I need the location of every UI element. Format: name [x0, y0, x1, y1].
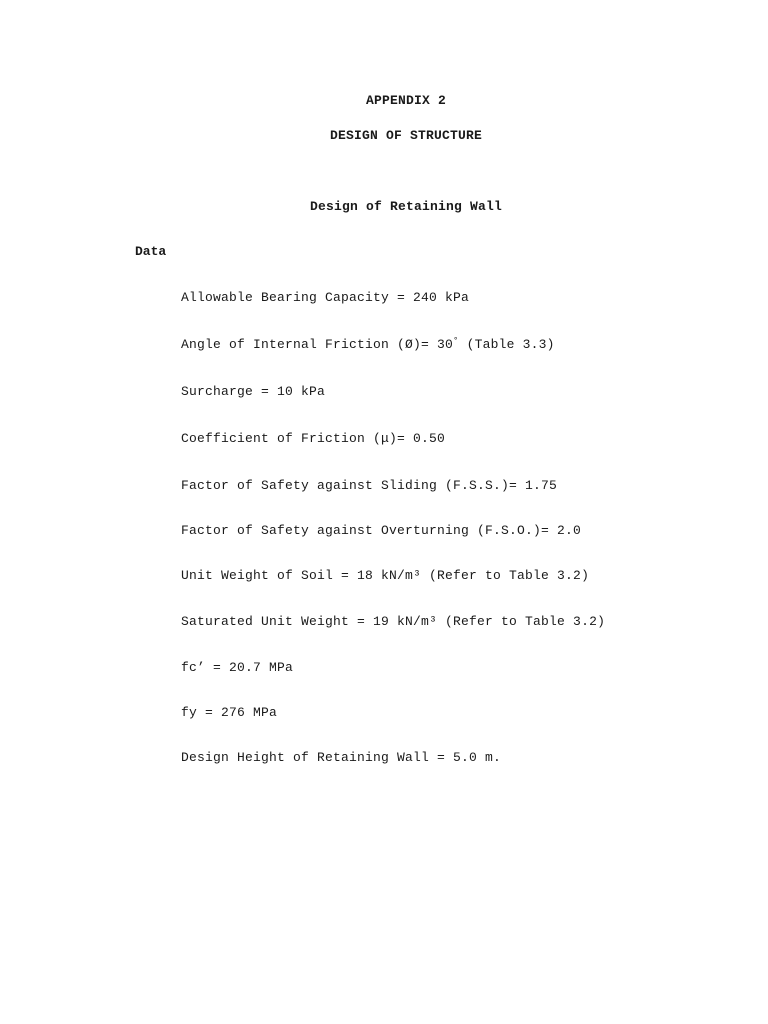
- design-height-item: Design Height of Retaining Wall = 5.0 m.: [181, 750, 502, 765]
- fc-prime-item: fc’ = 20.7 MPa: [181, 660, 294, 675]
- degree-symbol: °: [453, 336, 459, 346]
- saturated-unit-weight-item: Saturated Unit Weight = 19 kN/m³ (Refer to Table 3.2): [181, 614, 606, 629]
- allowable-bearing-capacity-item: Allowable Bearing Capacity = 240 kPa: [181, 290, 470, 305]
- data-section-label: Data: [135, 244, 167, 259]
- fss-sliding-item: Factor of Safety against Sliding (F.S.S.)= 1.75: [181, 478, 558, 493]
- section-subtitle: Design of Retaining Wall: [309, 199, 503, 214]
- unit-weight-soil-item: Unit Weight of Soil = 18 kN/m³ (Refer to Table 3.2): [181, 568, 590, 583]
- fso-overturning-item: Factor of Safety against Overturning (F.S.O.)= 2.0: [181, 523, 582, 538]
- angle-of-internal-friction-value: Angle of Internal Friction (Ø)= 30: [181, 337, 454, 352]
- appendix-heading: APPENDIX 2: [365, 93, 446, 108]
- fy-item: fy = 276 MPa: [181, 705, 278, 720]
- surcharge-item: Surcharge = 10 kPa: [181, 384, 326, 399]
- angle-of-internal-friction-reference: (Table 3.3): [458, 337, 555, 352]
- document-title: DESIGN OF STRUCTURE: [329, 128, 483, 143]
- coefficient-of-friction-item: Coefficient of Friction (μ)= 0.50: [181, 431, 446, 446]
- angle-of-internal-friction-item: [181, 337, 555, 352]
